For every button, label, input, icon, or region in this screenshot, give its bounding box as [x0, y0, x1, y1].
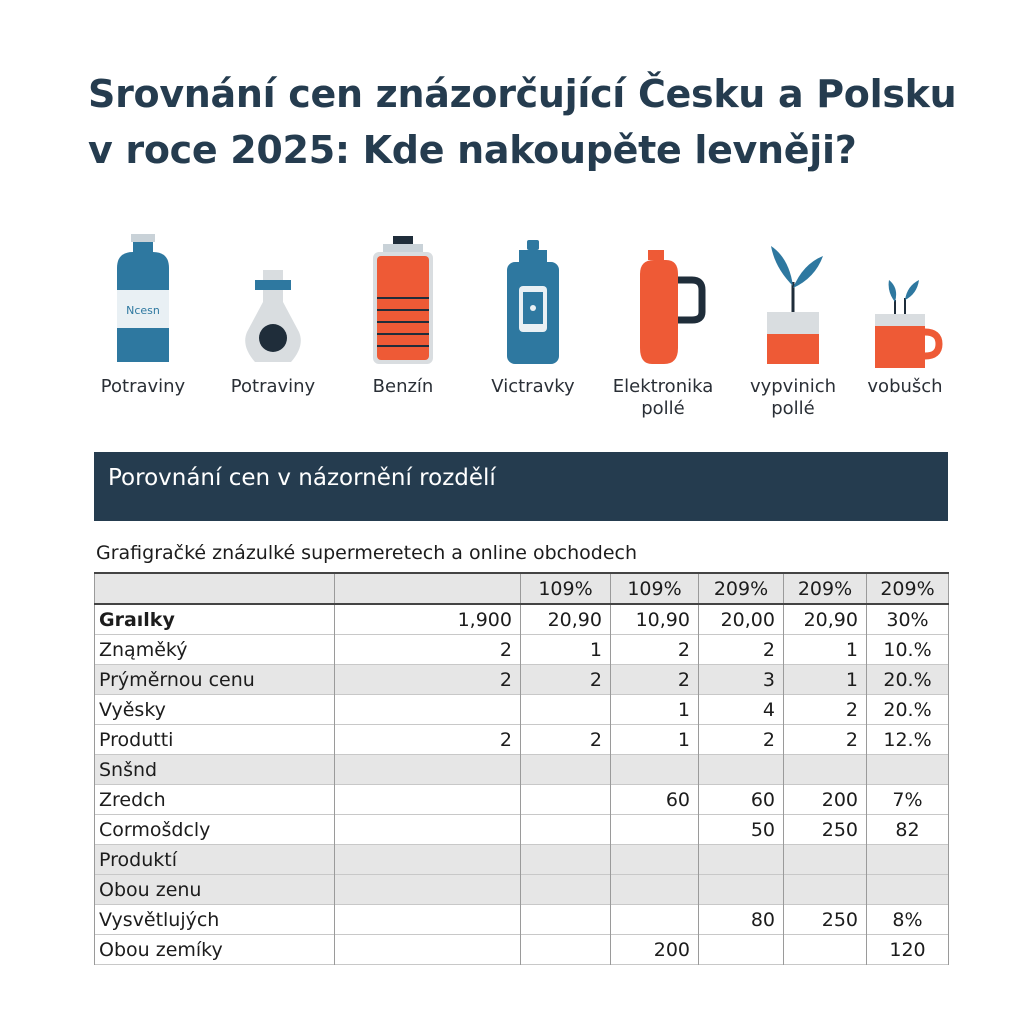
table-cell: 1	[784, 665, 867, 695]
table-cell: 80	[699, 905, 784, 935]
table-cell	[335, 695, 521, 725]
table-cell: 1	[611, 725, 699, 755]
table-cell: Zredch	[95, 785, 335, 815]
table-cell: 2	[335, 665, 521, 695]
table-cell: 4	[699, 695, 784, 725]
table-cell: 250	[784, 905, 867, 935]
icon-label-1: Potraviny	[100, 376, 186, 397]
table-cell	[335, 935, 521, 965]
table-cell	[521, 905, 611, 935]
table-row	[95, 815, 949, 845]
table-cell: 250	[784, 815, 867, 845]
table-cell	[521, 845, 611, 875]
table-cell: Produktí	[95, 845, 335, 875]
table-cell: 20.%	[867, 695, 949, 725]
bottle-label-text: Ncesn	[126, 304, 160, 317]
table-cell	[335, 845, 521, 875]
table-header: 209%	[699, 573, 784, 604]
table-cell: 2	[699, 635, 784, 665]
table-cell: Graılky	[95, 604, 335, 635]
table-cell	[521, 875, 611, 905]
table-cell: 60	[611, 785, 699, 815]
icon-item-1	[78, 228, 208, 397]
section-banner: Porovnání cen v názornění rozdělí	[94, 452, 948, 521]
table-cell: 1	[611, 695, 699, 725]
table-cell: Vysvětlujých	[95, 905, 335, 935]
title-line-1: Srovnání cen znázorčující Česku a Polsku	[88, 72, 957, 116]
table-cell: 2	[521, 725, 611, 755]
table-cell: 2	[335, 635, 521, 665]
table-row	[95, 785, 949, 815]
plant-beaker-icon	[753, 228, 833, 368]
table-cell: 2	[784, 695, 867, 725]
table-header: 109%	[521, 573, 611, 604]
table-cell: 82	[867, 815, 949, 845]
table-cell: 2	[699, 725, 784, 755]
table-cell	[611, 845, 699, 875]
table-cell	[611, 815, 699, 845]
icon-label-4: Victravky	[491, 376, 575, 397]
icon-label-2: Potraviny	[230, 376, 316, 397]
icon-item-6	[728, 228, 858, 419]
table-cell: 50	[699, 815, 784, 845]
table-cell: 2	[784, 725, 867, 755]
table-header: 109%	[611, 573, 699, 604]
table-cell: Obou zenu	[95, 875, 335, 905]
table-cell	[521, 815, 611, 845]
page-title	[88, 66, 968, 178]
table-cell: 2	[335, 725, 521, 755]
table-header	[335, 573, 521, 604]
table-cell: 200	[611, 935, 699, 965]
table-cell	[611, 905, 699, 935]
table-header	[95, 573, 335, 604]
jug-icon	[618, 228, 708, 368]
table-row	[95, 635, 949, 665]
table-cell: 200	[784, 785, 867, 815]
phone-bottle-icon	[493, 228, 573, 368]
table-cell: 3	[699, 665, 784, 695]
table-cell: 8%	[867, 905, 949, 935]
fuel-can-icon	[363, 228, 443, 368]
icon-label-6: vypvinich pollé	[749, 376, 837, 419]
table-cell	[521, 935, 611, 965]
table-cell	[699, 875, 784, 905]
bottle-icon	[103, 228, 183, 368]
table-cell: 2	[611, 635, 699, 665]
table-cell: 2	[521, 665, 611, 695]
table-row	[95, 725, 949, 755]
comparison-table	[94, 572, 949, 965]
table-header: 209%	[867, 573, 949, 604]
icon-item-2	[208, 228, 338, 397]
table-cell: 2	[611, 665, 699, 695]
table-cell: 20,00	[699, 604, 784, 635]
table-cell: Snšnd	[95, 755, 335, 785]
table-cell: 7%	[867, 785, 949, 815]
flask-icon	[233, 228, 313, 368]
table-cell: 1	[784, 635, 867, 665]
table-cell: Prýměrnou cenu	[95, 665, 335, 695]
table-row	[95, 935, 949, 965]
table-cell: 10.%	[867, 635, 949, 665]
icon-item-5	[598, 228, 728, 419]
table-cell	[335, 755, 521, 785]
table-cell: 120	[867, 935, 949, 965]
table-cell: Obou zemíky	[95, 935, 335, 965]
table-cell	[784, 875, 867, 905]
icon-item-3	[338, 228, 468, 397]
table-cell	[867, 875, 949, 905]
table-cell	[699, 845, 784, 875]
icon-label-3: Benzín	[372, 376, 434, 397]
title-line-2: v roce 2025: Kde nakoupěte levněji?	[88, 128, 857, 172]
category-icons	[70, 228, 970, 428]
table-cell: 1	[521, 635, 611, 665]
sprout-mug-icon	[865, 228, 945, 368]
table-cell	[867, 755, 949, 785]
table-cell: 12.%	[867, 725, 949, 755]
table-cell	[521, 785, 611, 815]
icon-item-4	[468, 228, 598, 397]
icon-label-7: vobušch	[867, 376, 943, 397]
table-cell	[699, 935, 784, 965]
table-cell: 10,90	[611, 604, 699, 635]
table-cell: Znąměký	[95, 635, 335, 665]
table-row	[95, 845, 949, 875]
table-header: 209%	[784, 573, 867, 604]
table-cell: Cormošdcly	[95, 815, 335, 845]
table-row	[95, 905, 949, 935]
table-cell: 20,90	[784, 604, 867, 635]
table-cell	[784, 935, 867, 965]
table-cell: 30%	[867, 604, 949, 635]
table-row	[95, 695, 949, 725]
table-row	[95, 755, 949, 785]
table-cell: 20.%	[867, 665, 949, 695]
table-cell: 60	[699, 785, 784, 815]
table-cell	[335, 905, 521, 935]
table-cell	[521, 695, 611, 725]
table-row	[95, 665, 949, 695]
table-cell	[699, 755, 784, 785]
table-cell: Vyěsky	[95, 695, 335, 725]
table-cell	[335, 815, 521, 845]
table-cell	[784, 845, 867, 875]
table-cell	[867, 845, 949, 875]
table-cell	[335, 785, 521, 815]
table-row	[95, 604, 949, 635]
table-cell	[611, 755, 699, 785]
table-header-row	[95, 573, 949, 604]
table-cell	[611, 875, 699, 905]
table-row	[95, 875, 949, 905]
table-cell: 1,900	[335, 604, 521, 635]
icon-item-7	[840, 228, 970, 397]
icon-label-5: Elektronika pollé	[612, 376, 714, 419]
table-cell	[784, 755, 867, 785]
table-subtitle: Grafigračké znázulké supermeretech a online obchodech	[96, 542, 637, 564]
table-cell: Produtti	[95, 725, 335, 755]
table-cell	[335, 875, 521, 905]
table-cell	[521, 755, 611, 785]
table-cell: 20,90	[521, 604, 611, 635]
